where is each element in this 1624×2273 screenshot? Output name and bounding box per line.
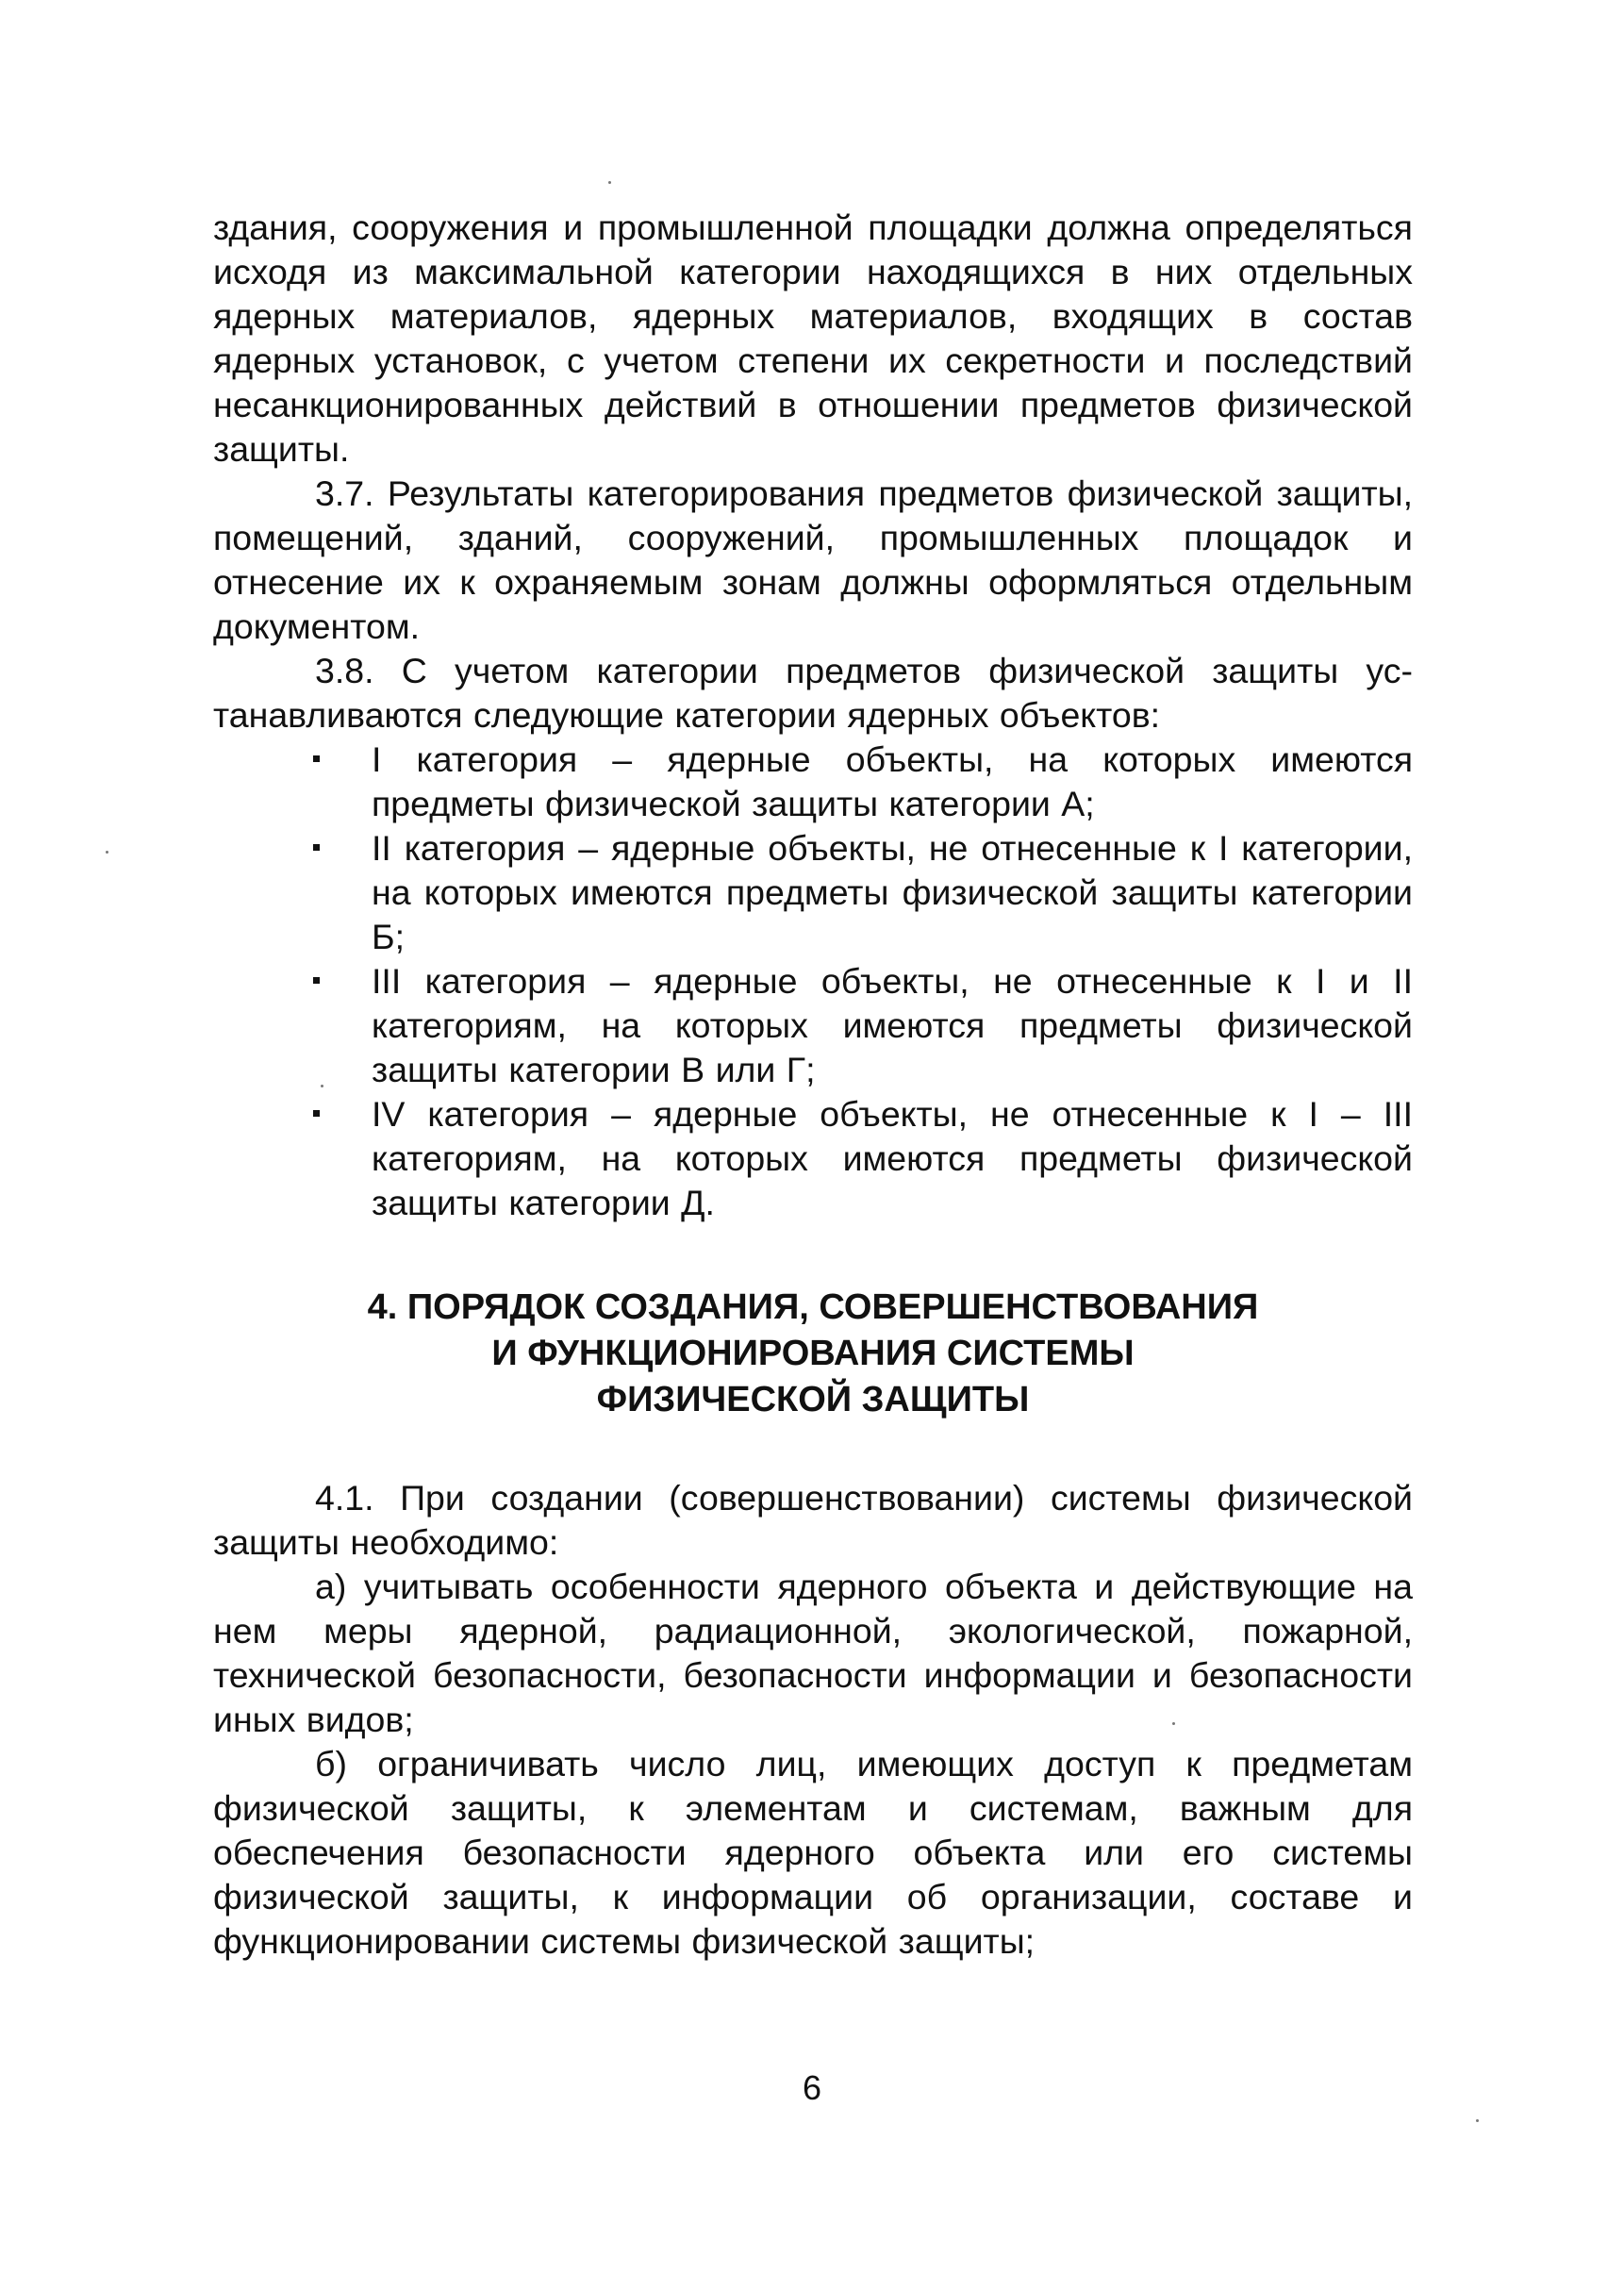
body-text-upper: [213, 206, 1413, 1225]
list-item: [213, 1092, 1413, 1225]
list-item-text: III категория – ядерные объекты, не отнесенные к I и II категориям, на которых имеются предметы физической защиты категории В или Г;: [372, 961, 1413, 1089]
list-item: [213, 738, 1413, 826]
section-heading-line: 4. ПОРЯДОК СОЗДАНИЯ, СОВЕРШЕНСТВОВАНИЯ: [367, 1287, 1259, 1327]
page-number: 6: [802, 2068, 822, 2107]
paragraph-3-7: 3.7. Результаты категорирования предметов физической защиты, помещений, зданий, сооружений, промышленных площадок и отнесение их к охраняемым зонам должны оформляться отдельным документом.: [213, 473, 1413, 646]
list-item-text: IV категория – ядерные объекты, не отнесенные к I – III категориям, на которых имеются предметы физической защиты категории Д.: [372, 1094, 1413, 1222]
section-heading: [213, 1285, 1413, 1423]
scan-speck: [106, 851, 108, 854]
bullet-icon: [313, 1110, 320, 1117]
list-item-text: II категория – ядерные объекты, не отнесенные к I категории, на которых имеются предметы физической защиты категории Б;: [372, 828, 1413, 956]
paragraph-3-8: 3.8. С учетом категории предметов физической защиты устанавливаются следующие категории ядерных объектов:: [213, 651, 1413, 735]
scan-speck: [608, 181, 611, 184]
list-item: [213, 826, 1413, 959]
list-item: [213, 959, 1413, 1092]
bullet-icon: [313, 844, 320, 851]
top-paragraph: здания, сооружения и промышленной площадки должна определяться исходя из максимальной категории находящихся в них отдельных ядерных материалов, ядерных материалов, входящих в состав ядерных установок, с учетом степени их секретности и последствий несанкционированных действий в отношении предметов физической защиты.: [213, 207, 1413, 469]
list-item-text: I категория – ядерные объекты, на которых имеются предметы физической защиты категории А;: [372, 739, 1413, 823]
paragraph-4-1: 4.1. При создании (совершенствовании) системы физической защиты необходимо:: [213, 1478, 1413, 1562]
bullet-icon: [313, 755, 320, 762]
category-list: [213, 738, 1413, 1225]
body-text-lower: [213, 1476, 1413, 1964]
section-heading-line: ФИЗИЧЕСКОЙ ЗАЩИТЫ: [596, 1380, 1030, 1419]
bullet-icon: [313, 977, 320, 984]
item-b: б) ограничивать число лиц, имеющих доступ к предметам физической защиты, к элементам и системам, важным для обеспечения безопасности ядерного объекта или его системы физической защиты, к информации об организации, составе и функционировании системы физической защиты;: [213, 1744, 1413, 1961]
scan-speck: [1476, 2119, 1479, 2122]
item-a: а) учитывать особенности ядерного объекта и действующие на нем меры ядерной, радиационной, экологической, пожарной, технической безопасности, безопасности информации и безопасности иных видов;: [213, 1567, 1413, 1739]
section-heading-line: И ФУНКЦИОНИРОВАНИЯ СИСТЕМЫ: [491, 1334, 1135, 1373]
